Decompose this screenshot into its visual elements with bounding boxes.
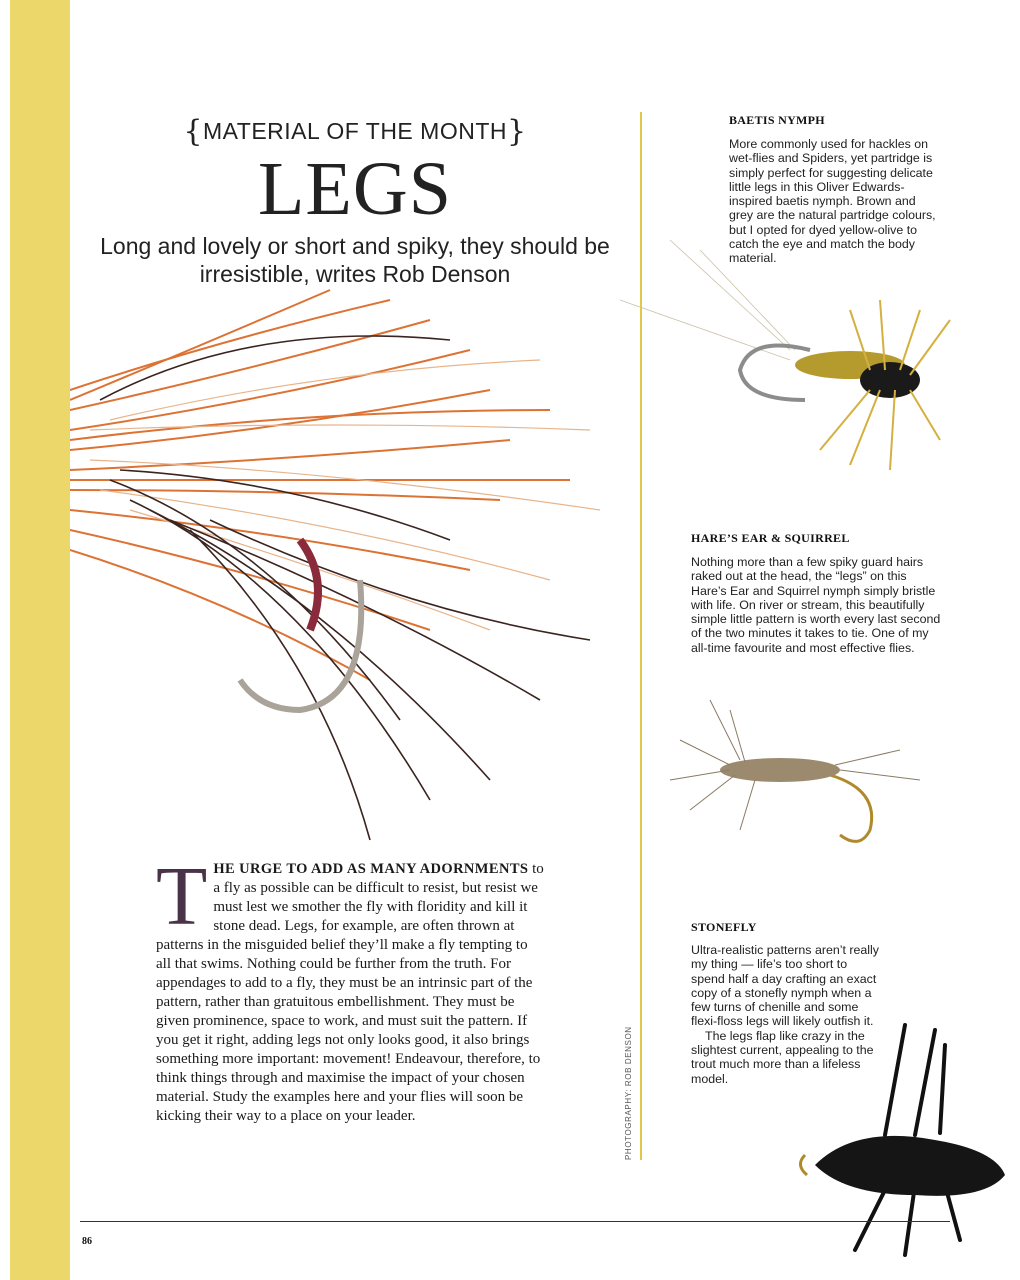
page-number: 86 [82,1236,92,1247]
open-brace: { [183,114,203,149]
hackle-fibres-dark [100,336,590,840]
baetis-heading: BAETIS NYMPH [729,113,825,127]
fly-body [300,540,318,630]
article-text: to a fly as possible can be difficult to resist, but resist we must lest we smother the fly with floridity and kill it stone dead. Legs, for example, are often thrown at patterns in the misguided belief they’ll make a fly tempting to all that swims. Nothing could be further from the truth. For appendages to add to a fly, they must be an intrinsic part of the pattern, rather than gratuitous embellishment. They must be given prominence, space to work, and must suit the pattern. If you get it right, adding legs not only looks good, it also brings something more important: movement! Endeavour, therefore, to think things through and maximise the impact of your chosen material. Study the examples here and your flies will soon be kicking their way to a place on your leader. [156,861,544,1124]
stonefly-chenille-body [815,1136,1005,1196]
page-title: LEGS [258,147,452,231]
hero-fly-image [70,280,640,860]
photo-credit: PHOTOGRAPHY: ROB DENSON [624,1026,633,1160]
hares-ear-image [660,680,960,860]
hares-ear-heading: HARE’S EAR & SQUIRREL [691,531,850,545]
stonefly-heading: STONEFLY [691,920,757,934]
standfirst: Long and lovely or short and spiky, they should be irresistible, writes Rob Denson [100,233,610,287]
section-kicker [140,112,570,147]
footer-rule [80,1221,950,1222]
kicker-text: MATERIAL OF THE MONTH [203,118,507,144]
drop-cap: T [156,850,208,943]
article-body [156,850,546,1126]
yellow-margin-bar [10,0,70,1280]
stonefly-image [795,1015,1010,1265]
hares-ear-text: Nothing more than a few spiky guard hairs raked out at the head, the “legs” on this Hare’s Ear and Squirrel nymph simply bristle with life. On river or stream, this beautifully simple little pattern is worth every last second of the two minutes it takes to tie. One of my all-time favourite and most effective flies. [691,555,941,655]
stonefly-para-1: Ultra-realistic patterns aren’t really my thing — life’s too short to spend half a day crafting an exact copy of a stonefly nymph when a few turns of chenille and some flexi-floss legs will likely outfish it. [691,943,879,1029]
baetis-text: More commonly used for hackles on wet-flies and Spiders, yet partridge is simply perfect for suggesting delicate little legs in this Oliver Edwards-inspired baetis nymph. Brown and grey are the natural partridge colours, but I opted for dyed yellow-olive to catch the eye and match the body material. [729,137,936,266]
close-brace: } [506,114,527,149]
hares-ear-body [720,758,840,782]
baetis-hook [740,346,810,401]
hares-ear-hook [830,775,872,841]
stonefly-hook-eye [800,1155,807,1175]
baetis-nymph-image [620,240,960,480]
hook-bend [240,580,361,710]
stonefly-para-2: The legs flap like crazy in the slightest current, appealing to the trout much more than a lifeless model. [691,1028,874,1086]
article-lead-in: HE URGE TO ADD AS MANY ADORNMENTS [213,861,529,877]
